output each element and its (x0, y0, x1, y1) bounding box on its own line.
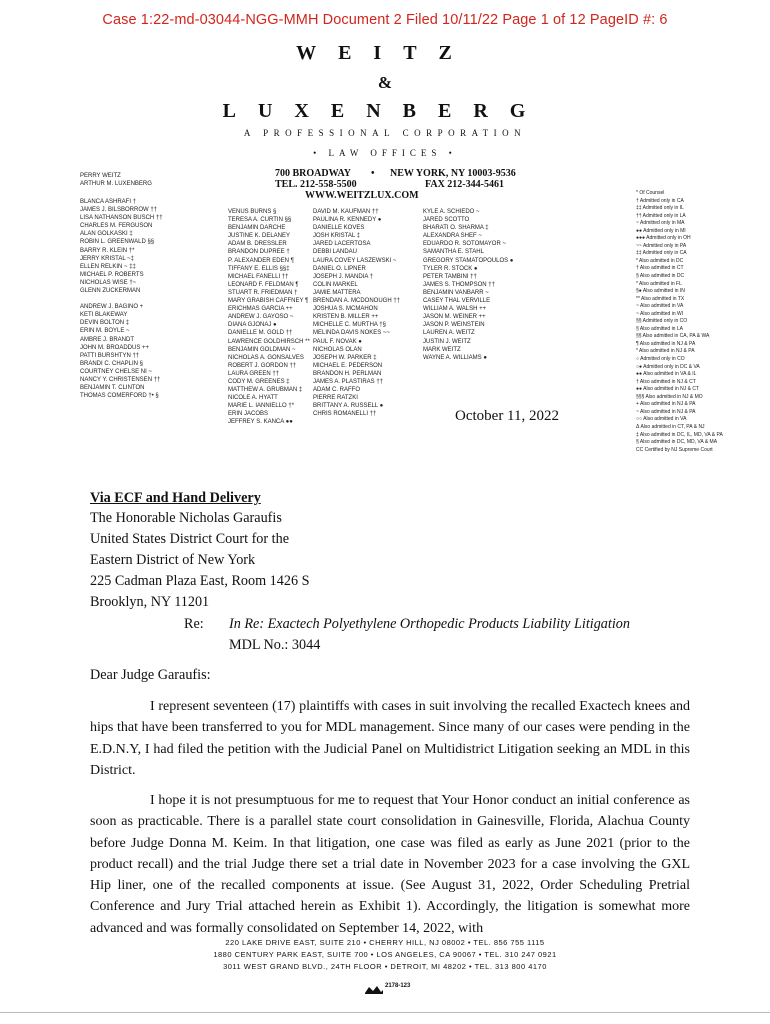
admission-key-entry: ○ Admitted only in CO (636, 356, 685, 363)
admission-key-entry: †† Admitted only in LA (636, 212, 686, 219)
founders-list: PERRY WEITZ ARTHUR M. LUXENBERG (80, 173, 152, 188)
admission-key-entry: ~ Admitted only in MA (636, 220, 685, 227)
firm-name-line2: LUXENBERG (222, 100, 548, 122)
attorney-entry: BARRY R. KLEIN †* (80, 247, 135, 254)
admission-key (636, 190, 736, 454)
admission-key-entry: ‡‡ Admitted only in IL (636, 205, 684, 212)
admission-key-entry: ‡ Also admitted in DC, IL, MD, VA & PA (636, 431, 723, 438)
attorney-entry: MICHAEL FANELLI †† (228, 273, 289, 280)
attorney-entry: MICHAEL E. PEDERSON (313, 362, 383, 369)
attorney-entry: TERESA A. CURTIN §§ (228, 217, 292, 224)
attorney-entry: JARED LACERTOSA (313, 241, 371, 248)
admission-key-entry: §● Also admitted in IN (636, 288, 685, 295)
attorney-entry: DEVIN BOLTON ‡ (80, 320, 130, 327)
attorney-entry: ALEXANDRA SHEF ~ (423, 233, 482, 240)
union-label: 2178-123 (385, 983, 411, 989)
attorney-entry: BRANDON H. PERLMAN (313, 370, 382, 377)
attorney-entry: JAMES S. THOMPSON †† (423, 281, 495, 288)
attorney-entry: MICHELLE C. MURTHA †§ (313, 322, 386, 329)
attorney-entry: JASON M. WEINER ++ (423, 314, 486, 321)
attorney-entry: JERRY KRISTAL ~‡ (80, 255, 134, 262)
attorney-entry: JOSHUA S. MCMAHON (313, 306, 378, 313)
attorney-column-3 (313, 208, 421, 418)
attorney-entry: MARIE L. IANNIELLO †* (228, 403, 295, 410)
attorney-entry: AMBRE J. BRANDT (80, 336, 135, 343)
court-filing-header: Case 1:22-md-03044-NGG-MMH Document 2 Filed 10/11/22 Page 1 of 12 PageID #: 6 (102, 12, 668, 28)
city-address: NEW YORK, NY 10003-9536 (390, 168, 516, 179)
admission-key-entry: + Also admitted in NJ & PA (636, 401, 696, 408)
attorney-entry: KRISTEN B. MILLER ++ (313, 314, 379, 321)
attorney-entry: MARK WEITZ (423, 346, 461, 353)
footer-address-nj: 220 LAKE DRIVE EAST, SUITE 210 • CHERRY HILL, NJ 08002 • TEL. 856 755 1115 (225, 938, 545, 947)
attorney-entry: JOSEPH W. PARKER ‡ (313, 354, 377, 361)
attorney-entry: PETER TAMBINI †† (423, 273, 477, 280)
attorney-entry: DANIELLE KOVES (313, 225, 365, 232)
admission-key-entry: Δ Also admitted in CT, PA & NJ (636, 423, 705, 430)
admission-key-entry: * Also admitted in NJ & PA (636, 348, 695, 355)
re-case-title: In Re: Exactech Polyethylene Orthopedic Products Liability Litigation (229, 616, 630, 632)
admission-key-entry: ~ Also admitted in NJ & PA (636, 408, 696, 415)
attorney-entry: LAWRENCE GOLDHIRSCH ** (228, 338, 310, 345)
attorney-entry: ANDREW J. GAYOSO ~ (228, 314, 294, 321)
attorney-entry: ROBERT J. GORDON †† (228, 362, 297, 369)
attorney-entry: MICHAEL P. ROBERTS (80, 271, 144, 278)
attorney-entry: PAUL F. NOVAK ● (313, 338, 362, 345)
attorney-entry: THOMAS COMERFORD †• § (80, 393, 159, 400)
admission-key-entry: ~ Also admitted in VA (636, 303, 684, 310)
admission-key-entry: ‡‡ Admitted only in CA (636, 250, 687, 257)
attorney-entry (80, 295, 220, 303)
attorney-entry: MELINDA DAVIS NOKES ~~ (313, 330, 390, 337)
attorney-entry: PATTI BURSHTYN †† (80, 352, 140, 359)
attorney-entry: CHRIS ROMANELLI †† (313, 411, 377, 418)
attorney-entry: ADAM C. RAFFO (313, 387, 361, 394)
admission-key-entry: ○○ Also admitted in VA (636, 416, 687, 423)
attorney-entry: COURTNEY CHELSE NI ~ (80, 368, 152, 375)
attorney-entry: CASEY THAL VERVILLE (423, 298, 491, 305)
footer-address-mi: 3011 WEST GRAND BLVD., 24TH FLOOR • DETROIT, MI 48202 • TEL. 313 800 4170 (223, 962, 547, 971)
attorney-entry: LAURA COVEY LASZEWSKI ~ (313, 257, 397, 264)
attorney-column-2 (228, 208, 323, 427)
paragraph-2: I hope it is not presumptuous for me to request that Your Honor conduct an initial conference as soon as practicable. There is a parallel state court consolidation in Gainesville, Florida, Alachua County before Judge Donna M. Keim. In that litigation, one case was filed as early as June 2021 (prior to the product recall) and the trial Judge there set a trial date in November 2023 for a case involving the GXL Hip liner, one of the recalled components at issue. (See August 31, 2022, Order Scheduling Pretrial Conference and Jury Trial attached herein as Exhibit 1). Accordingly, the litigation is somewhat more advanced and was formally consolidated on September 14, 2022, with (90, 793, 690, 936)
attorney-entry: DIANA GJONAJ ● (228, 322, 277, 329)
attorney-entry: JOSH KRISTAL ‡ (313, 233, 361, 240)
attorney-entry: GREGORY STAMATOPOULOS ● (423, 257, 514, 264)
attorney-entry: CODY M. GREENES ‡ (228, 378, 290, 385)
admission-key-entry: ** Also admitted in TX (636, 295, 685, 302)
salutation: Dear Judge Garaufis: (90, 667, 211, 683)
recipient-address: The Honorable Nicholas Garaufis United States District Court for the Eastern District of New York 225 Cadman Plaza East, Room 1426 S Brooklyn, NY 11201 (90, 510, 310, 610)
admission-key-entry: CC Certified by NJ Supreme Court (636, 446, 713, 453)
attorney-entry: JUSTINE K. DELANEY (228, 233, 291, 240)
attorney-entry: NICHOLAS OLAN (313, 346, 362, 353)
attorney-entry: BENJAMIN T. CLINTON (80, 385, 145, 392)
attorney-entry: LEONARD F. FELDMAN ¶ (228, 281, 299, 288)
admission-key-entry: ●● Admitted only in MI (636, 227, 686, 234)
paragraph-1: I represent seventeen (17) plaintiffs with cases in suit involving the recalled Exactech knees and hips that have been transferred to you for MDL management. Since many of our cases were pending in the E.D.N.Y, I had filed the petition with the Judicial Panel on Multidistrict Litigation seeking an MDL in this District. (90, 699, 690, 778)
attorney-entry: STUART R. FRIEDMAN † (228, 289, 298, 296)
attorney-entry: JUSTIN J. WEITZ (423, 338, 471, 345)
admission-key-entry: ●● Also admitted in VA & IL (636, 371, 697, 378)
attorney-entry: P. ALEXANDER EDEN ¶ (228, 257, 294, 264)
admission-key-entry: * Also admitted in DC (636, 257, 684, 264)
firm-name-line1: WEITZ (296, 42, 474, 64)
attorney-entry: WAYNE A. WILLIAMS ● (423, 354, 487, 361)
attorney-entry: NICOLE A. HYATT (228, 395, 278, 402)
admission-key-entry: † Admitted only in CA (636, 197, 684, 204)
attorney-entry: KYLE A. SCHIEDO ~ (423, 209, 480, 215)
attorney-entry: BRANDON DUPREE † (228, 249, 290, 256)
attorney-entry: ERICHMAS GARCIA ++ (228, 306, 293, 313)
attorney-entry: BENJAMIN VANBARR ~ (423, 289, 489, 296)
attorney-entry: PAULINA R. KENNEDY ● (313, 217, 382, 224)
attorney-column-1 (80, 198, 220, 400)
page-bottom-rule (0, 1012, 770, 1013)
telephone: TEL. 212-558-5500 (275, 179, 357, 190)
attorney-entry: JAMES A. PLASTIRAS †† (313, 378, 384, 385)
admission-key-entry: * Of Counsel (636, 190, 665, 196)
website: WWW.WEITZLUX.COM (305, 190, 419, 201)
attorney-entry: PIERRE RATZKI (313, 395, 358, 402)
attorney-entry: NICHOLAS A. GONSALVES (228, 354, 304, 361)
admission-key-entry: ¶ Also admitted in NJ & PA (636, 340, 696, 347)
attorney-entry: ERIN M. BOYLE ~ (80, 328, 130, 335)
admission-key-entry: ●● Also admitted in NJ & CT (636, 386, 700, 393)
attorney-entry: JAMES J. BILSBORROW †† (80, 207, 158, 214)
re-label: Re: (184, 616, 204, 632)
footer-address-ca: 1880 CENTURY PARK EAST, SUITE 700 • LOS ANGELES, CA 90067 • TEL. 310 247 0921 (213, 950, 557, 959)
attorney-entry: NICHOLAS WISE †~ (80, 279, 137, 286)
attorney-entry: JASON P. WEINSTEIN (423, 322, 485, 329)
attorney-entry: ERIN JACOBS (228, 411, 269, 418)
attorney-column-4 (423, 208, 558, 362)
firm-ampersand: & (377, 73, 393, 92)
attorney-entry: CHARLES M. FERGUSON (80, 223, 153, 230)
attorney-entry: ADAM B. DRESSLER (228, 241, 287, 248)
attorney-entry: JEFFREY S. KANCA ●● (228, 419, 293, 426)
law-offices-label: • LAW OFFICES • (313, 148, 457, 158)
admission-key-entry: * Also admitted in FL (636, 280, 682, 287)
admission-key-entry: ●●● Admitted only in OH (636, 235, 691, 242)
attorney-entry: DAVID M. KAUFMAN †† (313, 209, 379, 215)
attorney-entry: DANIELLE M. GOLD †† (228, 330, 293, 337)
attorney-entry: WILLIAM A. WALSH ++ (423, 306, 487, 313)
attorney-entry: BENJAMIN GOLDMAN ~ (228, 346, 296, 353)
attorney-entry: VENUS BURNS § (228, 209, 277, 215)
attorney-entry: GLENN ZUCKERMAN (80, 288, 141, 295)
attorney-entry: LAUREN A. WEITZ (423, 330, 475, 337)
admission-key-entry: † Also admitted in CT (636, 265, 684, 272)
attorney-entry: ROBIN L. GREENWALD §§ (80, 239, 155, 246)
fax: FAX 212-344-5461 (425, 179, 504, 190)
attorney-entry: BRENDAN A. MCDONOUGH †† (313, 298, 401, 305)
attorney-entry: EDUARDO R. SOTOMAYOR ~ (423, 241, 506, 248)
attorney-entry: JAMIE MATTERA (313, 289, 361, 296)
firm-subtitle: A PROFESSIONAL CORPORATION (243, 128, 527, 138)
admission-key-entry: §§ Also admitted in CA, PA & WA (636, 333, 710, 340)
attorney-entry: ANDREW J. BAGINO + (80, 304, 144, 311)
attorney-entry: BRANDI C. CHAPLIN § (80, 360, 144, 367)
attorney-entry: COLIN MARKEL (313, 281, 358, 288)
attorney-entry: NANCY Y. CHRISTENSEN †† (80, 376, 161, 383)
attorney-entry: BRITTANY A. RUSSELL ● (313, 403, 384, 410)
attorney-entry: MATTHEW A. GRUBMAN ‡ (228, 387, 303, 394)
re-mdl-number: MDL No.: 3044 (229, 637, 321, 653)
admission-key-entry: § Also admitted in DC, MD, VA & MA (636, 439, 718, 446)
delivery-method: Via ECF and Hand Delivery (90, 490, 261, 506)
attorney-entry: TYLER R. STOCK ● (423, 265, 478, 272)
letter-date: October 11, 2022 (455, 408, 560, 424)
admission-key-entry: § Also admitted in LA (636, 325, 683, 332)
attorney-entry: BENJAMIN DARCHE (228, 225, 286, 232)
attorney-entry: BHARATI O. SHARMA ‡ (423, 225, 489, 232)
attorney-entry: JOHN M. BROADDUS ++ (80, 344, 150, 351)
attorney-entry: SAMANTHA E. STAHL (423, 249, 484, 256)
attorney-entry: ALAN GOLKASKI ‡ (80, 231, 133, 238)
attorney-entry: MARY GRABISH CAFFNEY ¶ (228, 298, 309, 305)
attorney-entry: ELLEN RELKIN ~ ‡‡ (80, 263, 136, 270)
admission-key-entry: ~~ Admitted only in PA (636, 242, 687, 249)
attorney-entry: LAURA GREEN †† (228, 370, 280, 377)
admission-key-entry: ○● Admitted only in DC & VA (636, 363, 700, 370)
attorney-entry: DEBBI LANDAU (313, 249, 358, 256)
attorney-entry: JARED SCOTTO (423, 217, 470, 224)
street-address: 700 BROADWAY (275, 168, 352, 179)
admission-key-entry: §§ Admitted only in CO (636, 318, 688, 325)
attorney-entry: BLANCA ASHRAFI † (80, 199, 137, 205)
admission-key-entry: §§§ Also admitted in NJ & MO (636, 393, 703, 400)
attorney-entry: TIFFANY E. ELLIS §§‡ (228, 265, 290, 272)
admission-key-entry: † Also admitted in NJ & CT (636, 378, 696, 385)
admission-key-entry: ~ Also admitted in WI (636, 310, 684, 317)
attorney-entry: LISA NATHANSON BUSCH †† (80, 215, 163, 222)
admission-key-entry: § Also admitted in DC (636, 273, 685, 280)
attorney-entry: DANIEL O. LIPNER (313, 265, 366, 272)
attorney-entry: KETI BLAKEWAY (80, 312, 128, 319)
attorney-entry: JOSEPH J. MANDIA † (313, 273, 374, 280)
